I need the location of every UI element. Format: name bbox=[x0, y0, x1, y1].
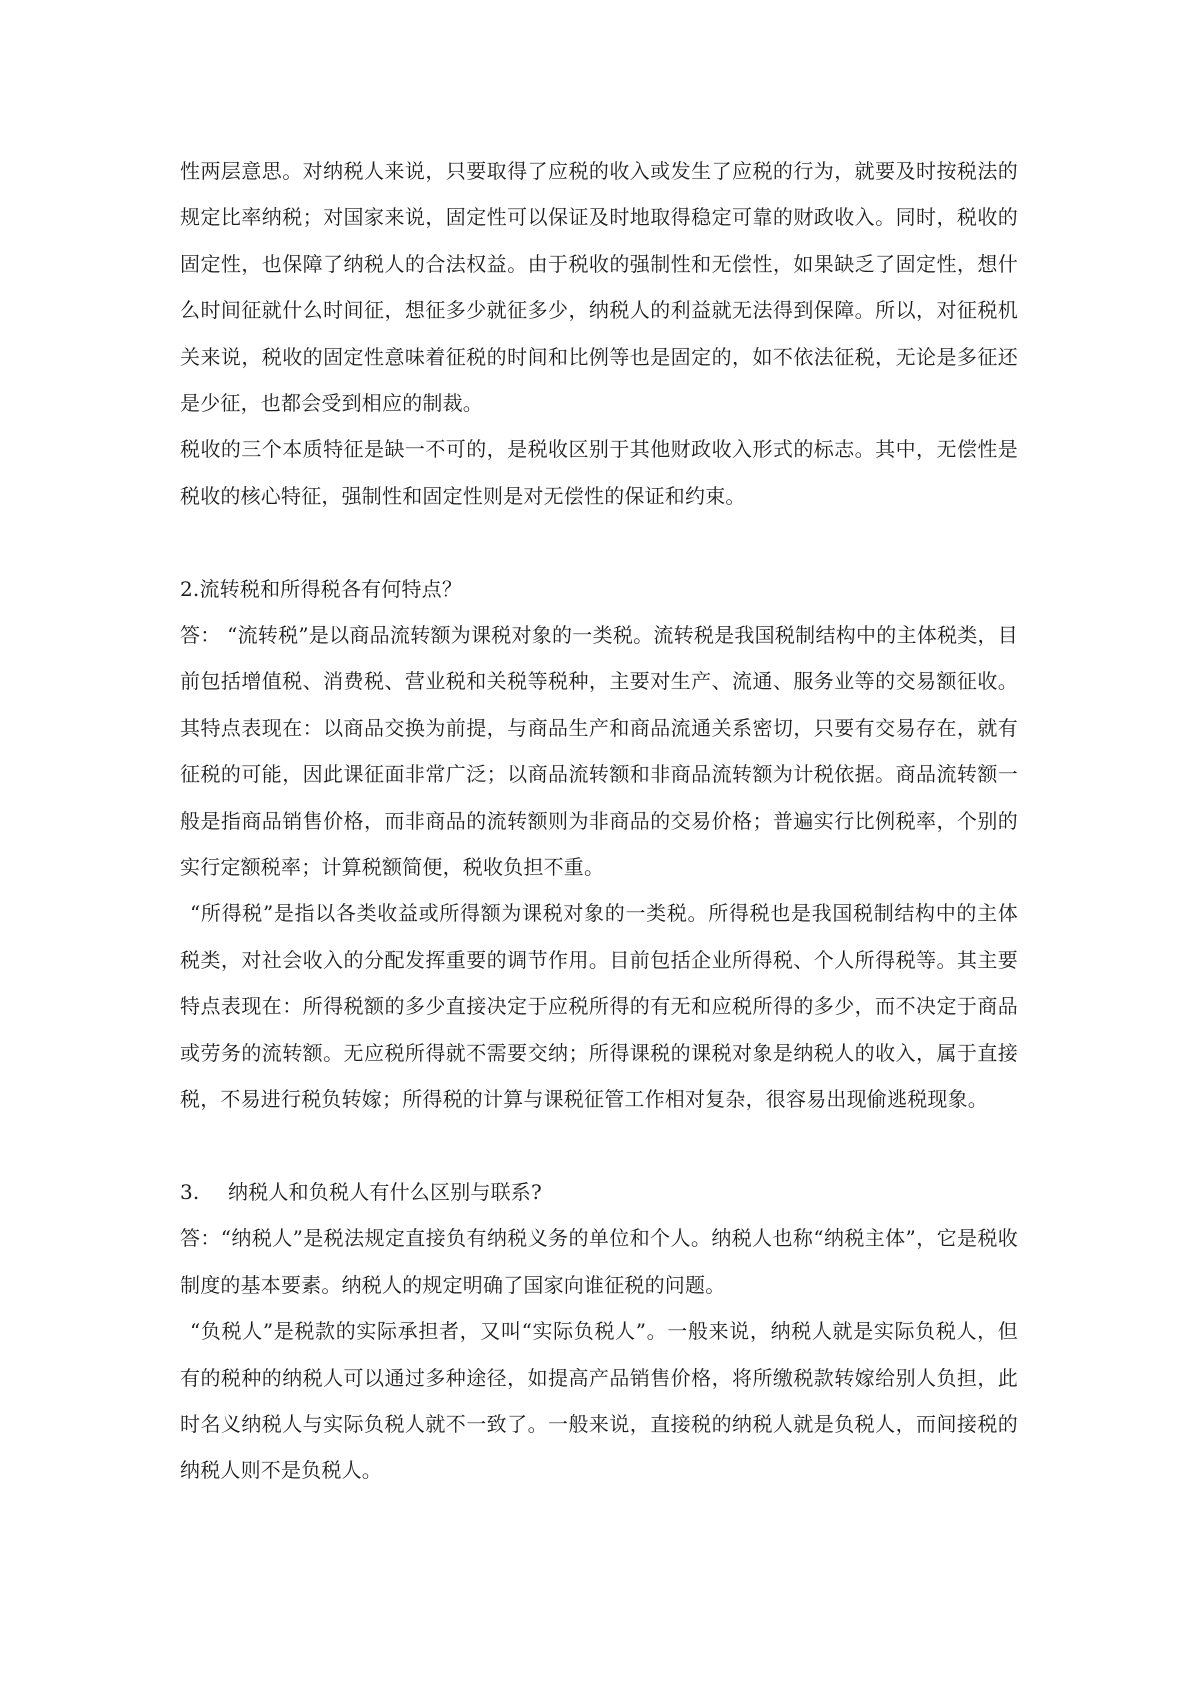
intro-paragraph-1: 性两层意思。对纳税人来说，只要取得了应税的收入或发生了应税的行为，就要及时按税法的规定比率纳税；对国家来说，固定性可以保证及时地取得稳定可靠的财政收入。同时，税收的固定性，也保障了纳税人的合法权益。由于税收的强制性和无偿性，如果缺乏了固定性，想什么时间征就什么时间征，想征多少就征多少，纳税人的利益就无法得到保障。所以，对征税机关来说，税收的固定性意味着征税的时间和比例等也是固定的，如不依法征税，无论是多征还是少征，也都会受到相应的制裁。 bbox=[180, 159, 1018, 416]
section-3-answer-2: “负税人”是税款的实际承担者，又叫“实际负税人”。一般来说，纳税人就是实际负税人，但有的税种的纳税人可以通过多种途径，如提高产品销售价格，将所缴税款转嫁给别人负担，此时名义纳税人与实际负税人就不一致了。一般来说，直接税的纳税人就是负税人，而间接税的纳税人则不是负税人。 bbox=[180, 1319, 1018, 1483]
section-3-heading bbox=[180, 1169, 1018, 1215]
section-2-answer-2: “所得税”是指以各类收益或所得额为课税对象的一类税。所得税也是我国税制结构中的主体税类，对社会收入的分配发挥重要的调节作用。目前包括企业所得税、个人所得税等。其主要特点表现在：所得税额的多少直接决定于应税所得的有无和应税所得的多少，而不决定于商品或劳务的流转额。无应税所得就不需要交纳；所得课税的课税对象是纳税人的收入，属于直接税，不易进行税负转嫁；所得税的计算与课税征管工作相对复杂，很容易出现偷逃税现象。 bbox=[180, 901, 1018, 1112]
section-2-answer-1: 答： “流转税”是以商品流转额为课税对象的一类税。流转税是我国税制结构中的主体税类，目前包括增值税、消费税、营业税和关税等税种，主要对生产、流通、服务业等的交易额征收。其特点表现在：以商品交换为前提，与商品生产和商品流通关系密切，只要有交易存在，就有征税的可能，因此课征面非常广泛；以商品流转额和非商品流转额为计税依据。商品流转额一般是指商品销售价格，而非商品的流转额则为非商品的交易价格；普遍实行比例税率，个别的实行定额税率；计算税额简便，税收负担不重。 bbox=[180, 623, 1018, 880]
section-2-heading: 2.流转税和所得税各有何特点？ bbox=[180, 576, 463, 601]
section-3-number: 3. bbox=[180, 1179, 200, 1204]
section-spacer bbox=[180, 519, 1018, 565]
document-body bbox=[180, 148, 1018, 1494]
section-3-title: 纳税人和负税人有什么区别与联系? bbox=[228, 1179, 542, 1204]
intro-paragraph-2: 税收的三个本质特征是缺一不可的，是税收区别于其他财政收入形式的标志。其中，无偿性是税收的核心特征，强制性和固定性则是对无偿性的保证和约束。 bbox=[180, 437, 1018, 508]
section-3-answer-1: 答：“纳税人”是税法规定直接负有纳税义务的单位和个人。纳税人也称“纳税主体”，它是税收制度的基本要素。纳税人的规定明确了国家向谁征税的问题。 bbox=[180, 1226, 1018, 1297]
section-spacer bbox=[180, 1123, 1018, 1169]
